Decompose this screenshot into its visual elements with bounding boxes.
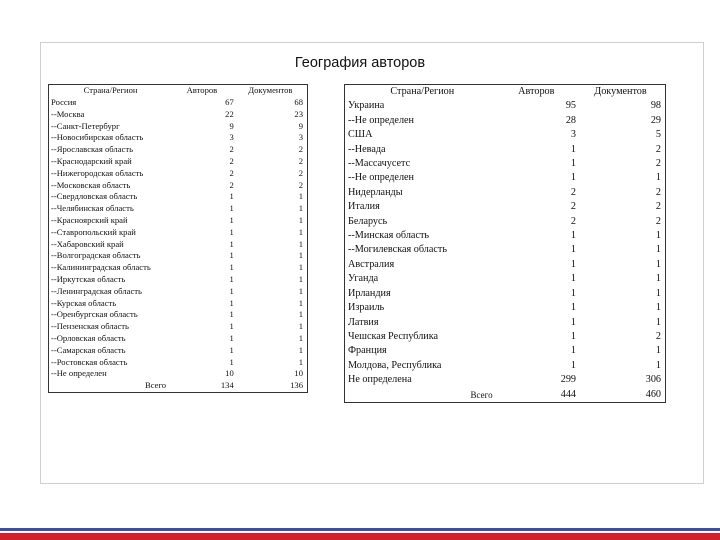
documents-cell: 1	[298, 344, 303, 355]
authors-cell: 1	[570, 316, 576, 328]
authors-cell: 2	[229, 144, 234, 155]
table-row	[345, 171, 666, 185]
authors-cell: 1	[229, 191, 234, 202]
region-cell: --Могилевская область	[348, 244, 447, 256]
authors-cell: 1	[570, 258, 576, 270]
table-row	[345, 243, 666, 257]
region-cell: --Красноярский край	[51, 214, 128, 225]
region-cell: Украина	[348, 100, 385, 112]
table-row	[49, 144, 308, 156]
documents-cell: 1	[655, 345, 661, 357]
documents-cell: 2	[298, 167, 303, 178]
table-row	[49, 357, 308, 369]
documents-cell: 68	[294, 97, 303, 107]
documents-cell: 1	[298, 332, 303, 343]
region-cell: --Ставропольский край	[51, 226, 136, 237]
table-row	[345, 359, 666, 373]
region-cell: США	[348, 129, 373, 141]
authors-cell: 1	[570, 330, 576, 342]
authors-cell: 1	[229, 238, 234, 249]
region-cell: Латвия	[348, 316, 379, 328]
authors-cell: 22	[225, 108, 234, 119]
total-label: Всего	[145, 380, 167, 391]
authors-cell: 1	[570, 244, 576, 256]
documents-cell: 29	[650, 114, 661, 126]
header-region: Страна/Регион	[83, 85, 138, 96]
documents-cell: 1	[298, 262, 303, 273]
documents-cell: 98	[650, 100, 661, 112]
region-cell: Не определена	[348, 374, 412, 386]
table-row	[49, 168, 308, 180]
region-cell: --Московская область	[51, 179, 131, 190]
region-cell: --Краснодарский край	[51, 155, 132, 166]
documents-cell: 2	[655, 158, 661, 170]
table-header-row	[345, 85, 666, 100]
authors-cell: 1	[570, 230, 576, 242]
table-row	[49, 309, 308, 321]
authors-cell: 10	[225, 368, 234, 379]
documents-cell: 2	[655, 143, 661, 155]
authors-cell: 1	[570, 158, 576, 170]
documents-cell: 10	[294, 368, 303, 379]
table-row	[345, 301, 666, 315]
page-title: География авторов	[294, 55, 426, 71]
authors-cell: 1	[570, 302, 576, 314]
header-documents: Документов	[594, 86, 647, 97]
documents-cell: 1	[298, 321, 303, 332]
total-authors: 134	[220, 380, 234, 391]
documents-cell: 306	[645, 374, 661, 386]
region-cell: Франция	[348, 345, 387, 357]
documents-cell: 1	[655, 244, 661, 256]
table-row	[49, 180, 308, 192]
region-cell: --Массачусетс	[348, 158, 411, 170]
table-row	[345, 373, 666, 387]
table-row	[345, 143, 666, 157]
header-region: Страна/Регион	[390, 86, 455, 97]
documents-cell: 2	[655, 186, 661, 198]
region-cell: --Москва	[51, 108, 85, 119]
region-cell: --Не определен	[348, 172, 414, 184]
documents-cell: 1	[655, 359, 661, 371]
region-cell: --Ярославская область	[51, 144, 134, 155]
documents-cell: 1	[655, 172, 661, 184]
table-row	[345, 99, 666, 113]
region-cell: Израиль	[348, 302, 385, 314]
region-cell: --Оренбургская область	[51, 309, 138, 320]
authors-cell: 1	[570, 287, 576, 299]
region-cell: --Волгоградская область	[51, 250, 141, 261]
region-cell: --Орловская область	[51, 332, 126, 343]
region-cell: --Самарская область	[51, 344, 126, 355]
authors-cell: 28	[565, 114, 576, 126]
total-authors: 444	[560, 388, 576, 400]
documents-cell: 2	[298, 179, 303, 190]
documents-cell: 1	[655, 273, 661, 285]
documents-cell: 1	[655, 302, 661, 314]
table-row	[345, 215, 666, 229]
table-row	[345, 344, 666, 358]
documents-cell: 5	[655, 129, 661, 141]
total-label: Всего	[470, 389, 493, 400]
total-documents: 136	[290, 380, 303, 391]
authors-cell: 1	[229, 297, 234, 308]
header-authors: Авторов	[518, 86, 555, 97]
authors-cell: 3	[570, 129, 576, 141]
documents-cell: 9	[298, 120, 303, 131]
region-cell: --Санкт-Петербург	[51, 120, 120, 131]
region-cell: --Ленинградская область	[51, 285, 142, 296]
table-row	[345, 258, 666, 272]
documents-cell: 1	[298, 309, 303, 320]
table-row	[49, 132, 308, 144]
region-cell: Ирландия	[348, 287, 391, 299]
table-row	[49, 368, 308, 380]
header-documents: Документов	[248, 85, 293, 96]
table-row	[49, 250, 308, 262]
table-row	[345, 229, 666, 243]
table-row	[345, 114, 666, 128]
documents-cell: 2	[655, 215, 661, 227]
authors-cell: 2	[570, 215, 576, 227]
table-row	[345, 330, 666, 344]
documents-cell: 2	[298, 155, 303, 166]
total-row	[49, 380, 308, 392]
authors-cell: 1	[229, 309, 234, 320]
table-row	[345, 128, 666, 142]
authors-cell: 2	[229, 179, 234, 190]
region-cell: --Хабаровский край	[51, 238, 124, 249]
region-cell: --Ростовская область	[51, 356, 128, 367]
table-row	[49, 239, 308, 251]
header-authors: Авторов	[186, 85, 218, 96]
authors-cell: 2	[570, 201, 576, 213]
table-header-row	[49, 85, 308, 98]
table-row	[49, 345, 308, 357]
documents-cell: 2	[655, 330, 661, 342]
region-cell: --Минская область	[348, 230, 430, 242]
authors-cell: 95	[565, 100, 576, 112]
authors-cell: 1	[229, 273, 234, 284]
table-row	[49, 274, 308, 286]
table-row	[345, 200, 666, 214]
authors-cell: 299	[560, 374, 576, 386]
region-cell: --Новосибирская область	[51, 132, 144, 143]
region-cell: --Калининградская область	[51, 262, 151, 273]
documents-cell: 1	[298, 214, 303, 225]
region-cell: --Пензенская область	[51, 321, 129, 332]
table-row	[345, 316, 666, 330]
right-authors-table	[344, 84, 666, 403]
documents-cell: 1	[655, 258, 661, 270]
authors-cell: 1	[570, 172, 576, 184]
documents-cell: 1	[298, 273, 303, 284]
authors-cell: 9	[229, 120, 234, 131]
documents-cell: 1	[298, 203, 303, 214]
total-row	[345, 388, 666, 403]
table-row	[49, 298, 308, 310]
region-cell: --Невада	[348, 143, 386, 155]
documents-cell: 1	[298, 238, 303, 249]
documents-cell: 23	[294, 108, 303, 119]
documents-cell: 1	[298, 226, 303, 237]
table-row	[49, 191, 308, 203]
region-cell: --Челябинская область	[51, 203, 134, 214]
authors-cell: 2	[229, 167, 234, 178]
region-cell: Австралия	[348, 258, 395, 270]
table-row	[49, 156, 308, 168]
total-documents: 460	[645, 388, 661, 400]
region-cell: --Нижегородская область	[51, 167, 144, 178]
table-row	[49, 203, 308, 215]
authors-cell: 1	[229, 250, 234, 261]
table-row	[49, 215, 308, 227]
authors-cell: 1	[229, 203, 234, 214]
documents-cell: 1	[298, 191, 303, 202]
table-row	[49, 97, 308, 109]
authors-cell: 1	[570, 273, 576, 285]
authors-cell: 2	[229, 155, 234, 166]
authors-cell: 3	[229, 132, 234, 143]
region-cell: Италия	[348, 201, 380, 213]
table-row	[49, 333, 308, 345]
authors-cell: 1	[570, 143, 576, 155]
table-row	[49, 109, 308, 121]
authors-cell: 1	[229, 285, 234, 296]
table-row	[49, 121, 308, 133]
documents-cell: 3	[298, 132, 303, 143]
documents-cell: 1	[298, 297, 303, 308]
region-cell: --Курская область	[51, 297, 117, 308]
documents-cell: 1	[298, 250, 303, 261]
authors-cell: 1	[570, 359, 576, 371]
authors-cell: 1	[229, 226, 234, 237]
documents-cell: 1	[655, 287, 661, 299]
authors-cell: 1	[229, 344, 234, 355]
region-cell: Молдова, Республика	[348, 359, 442, 371]
authors-cell: 1	[570, 345, 576, 357]
documents-cell: 1	[655, 230, 661, 242]
region-cell: --Не определен	[348, 114, 414, 126]
table-row	[345, 272, 666, 286]
authors-cell: 67	[225, 97, 234, 107]
documents-cell: 1	[655, 316, 661, 328]
region-cell: --Иркутская область	[51, 273, 126, 284]
documents-cell: 2	[655, 201, 661, 213]
authors-cell: 1	[229, 356, 234, 367]
region-cell: Чешская Республика	[348, 330, 439, 342]
table-row	[49, 321, 308, 333]
documents-cell: 1	[298, 356, 303, 367]
table-row	[345, 186, 666, 200]
left-authors-table	[48, 84, 308, 393]
documents-cell: 1	[298, 285, 303, 296]
authors-cell: 2	[570, 186, 576, 198]
documents-cell: 2	[298, 144, 303, 155]
authors-cell: 1	[229, 321, 234, 332]
region-cell: Уганда	[348, 273, 379, 285]
region-cell: --Свердловская область	[51, 191, 138, 202]
authors-cell: 1	[229, 262, 234, 273]
table-row	[49, 227, 308, 239]
region-cell: Нидерланды	[348, 186, 403, 198]
table-row	[345, 287, 666, 301]
region-cell: Беларусь	[348, 215, 388, 227]
table-row	[49, 286, 308, 298]
table-row	[49, 262, 308, 274]
authors-cell: 1	[229, 214, 234, 225]
region-cell: Россия	[51, 97, 77, 107]
authors-cell: 1	[229, 332, 234, 343]
table-row	[345, 157, 666, 171]
region-cell: --Не определен	[51, 368, 107, 379]
bottom-color-bar	[0, 528, 720, 540]
